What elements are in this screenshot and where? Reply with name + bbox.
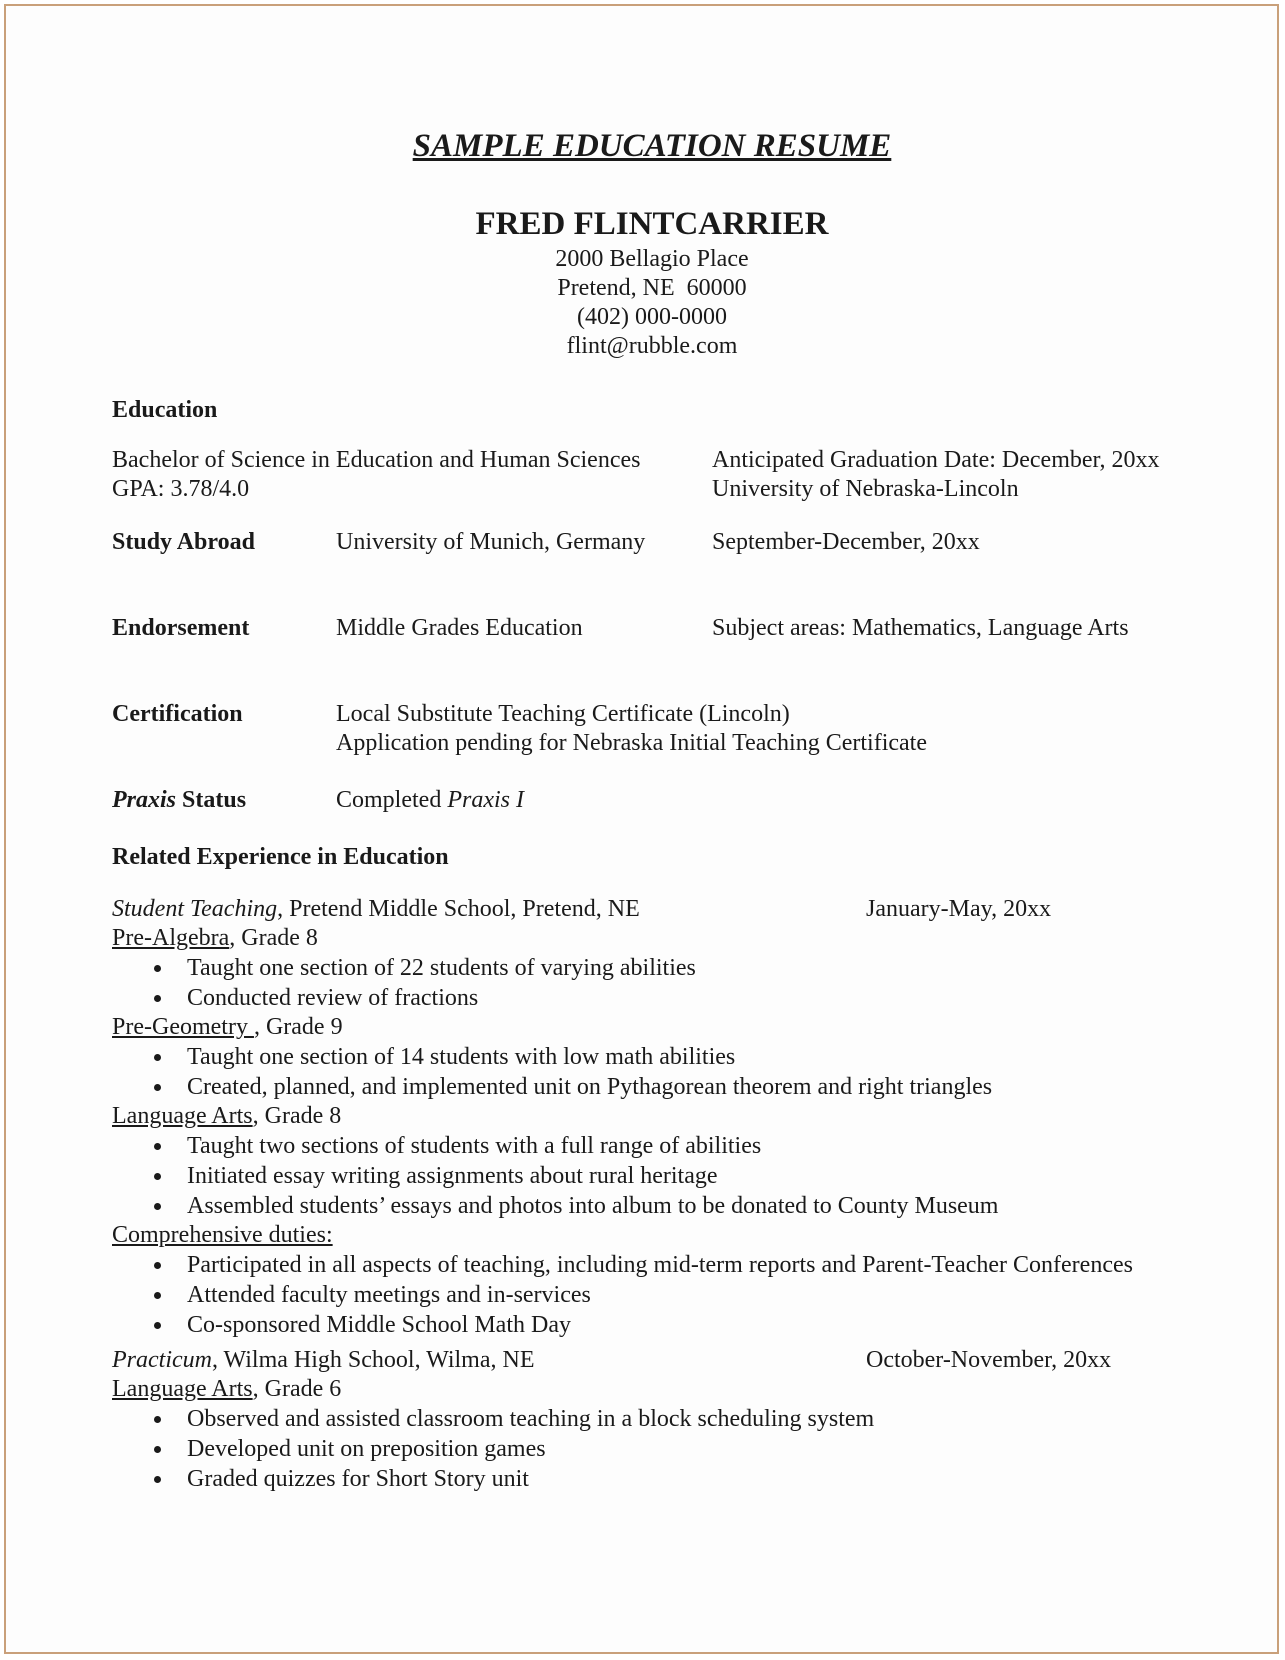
list-item: Initiated essay writing assignments about rural heritage bbox=[112, 1161, 1192, 1191]
study-abroad-label: Study Abroad bbox=[112, 529, 255, 555]
practicum-block bbox=[112, 1346, 1192, 1494]
list-item: Co-sponsored Middle School Math Day bbox=[112, 1310, 1192, 1340]
bullet-list bbox=[112, 1404, 1192, 1494]
bullet-list bbox=[112, 953, 1192, 1013]
practicum-dates: October-November, 20xx bbox=[866, 1347, 1112, 1373]
bullet-list bbox=[112, 1042, 1192, 1102]
praxis-label-rest: Status bbox=[176, 787, 247, 813]
experience-section bbox=[112, 843, 1192, 872]
praxis-section bbox=[112, 786, 1192, 815]
study-abroad-place: University of Munich, Germany bbox=[336, 529, 646, 555]
endorsement-subjects: Subject areas: Mathematics, Language Arts bbox=[712, 615, 1129, 641]
certification-section bbox=[112, 700, 1192, 758]
student-teaching-place: , Pretend Middle School, Pretend, NE bbox=[277, 896, 640, 922]
list-item: Taught one section of 22 students of varying abilities bbox=[112, 953, 1192, 983]
contact-block bbox=[112, 245, 1192, 361]
document-title: SAMPLE EDUCATION RESUME bbox=[412, 128, 892, 164]
education-details bbox=[112, 446, 1192, 504]
course-heading bbox=[112, 1013, 1192, 1042]
bullet-list bbox=[112, 1250, 1192, 1340]
course-heading bbox=[112, 1221, 1192, 1250]
education-section bbox=[112, 396, 1192, 425]
praxis-value-prefix: Completed bbox=[336, 787, 448, 813]
course-name: Language Arts bbox=[112, 1103, 253, 1129]
list-item: Created, planned, and implemented unit on Pythagorean theorem and right triangles bbox=[112, 1072, 1192, 1102]
course-grade: , Grade 8 bbox=[229, 925, 318, 951]
course-grade: , Grade 9 bbox=[253, 1014, 343, 1040]
list-item: Graded quizzes for Short Story unit bbox=[112, 1464, 1192, 1494]
certification-line-2: Application pending for Nebraska Initial Teaching Certificate bbox=[336, 730, 927, 756]
course-name: Pre-Algebra bbox=[112, 925, 230, 951]
degree: Bachelor of Science in Education and Human Sciences bbox=[112, 447, 641, 473]
resume-page bbox=[4, 4, 1279, 1654]
list-item: Developed unit on preposition games bbox=[112, 1434, 1192, 1464]
bullet-list bbox=[112, 1131, 1192, 1221]
certification-label: Certification bbox=[112, 701, 243, 727]
list-item: Participated in all aspects of teaching, including mid-term reports and Parent-Teacher Conferences bbox=[112, 1250, 1192, 1280]
course-grade: , Grade 8 bbox=[252, 1103, 342, 1129]
student-teaching-dates: January-May, 20xx bbox=[866, 896, 1052, 922]
course-heading bbox=[112, 924, 1192, 953]
endorsement-section bbox=[112, 614, 1192, 643]
list-item: Taught two sections of students with a full range of abilities bbox=[112, 1131, 1192, 1161]
student-teaching-block bbox=[112, 895, 1192, 1340]
address-line-1: 2000 Bellagio Place bbox=[555, 246, 749, 272]
praxis-label-italic: Praxis bbox=[112, 787, 177, 813]
course-heading bbox=[112, 1375, 1192, 1404]
gpa: GPA: 3.78/4.0 bbox=[112, 476, 250, 502]
list-item: Attended faculty meetings and in-services bbox=[112, 1280, 1192, 1310]
course-heading bbox=[112, 1102, 1192, 1131]
certification-line-1: Local Substitute Teaching Certificate (Lincoln) bbox=[336, 701, 790, 727]
experience-heading: Related Experience in Education bbox=[112, 844, 449, 870]
university: University of Nebraska-Lincoln bbox=[712, 476, 1019, 502]
course-name: Comprehensive duties: bbox=[112, 1222, 333, 1248]
study-abroad-dates: September-December, 20xx bbox=[712, 529, 980, 555]
praxis-label bbox=[112, 787, 246, 813]
study-abroad-section bbox=[112, 528, 1192, 557]
endorsement-area: Middle Grades Education bbox=[336, 615, 583, 641]
endorsement-label: Endorsement bbox=[112, 615, 250, 641]
course-name: Pre-Geometry bbox=[112, 1014, 254, 1040]
list-item: Observed and assisted classroom teaching in a block scheduling system bbox=[112, 1404, 1192, 1434]
list-item: Conducted review of fractions bbox=[112, 983, 1192, 1013]
education-heading: Education bbox=[112, 397, 218, 423]
list-item: Taught one section of 14 students with low math abilities bbox=[112, 1042, 1192, 1072]
student-teaching-role: Student Teaching bbox=[112, 896, 278, 922]
course-name: Language Arts bbox=[112, 1376, 253, 1402]
course-grade: , Grade 6 bbox=[252, 1376, 342, 1402]
practicum-place: , Wilma High School, Wilma, NE bbox=[211, 1347, 535, 1373]
phone-number: (402) 000-0000 bbox=[577, 304, 727, 330]
practicum-role: Practicum bbox=[112, 1347, 212, 1373]
praxis-value-italic: Praxis I bbox=[447, 787, 524, 813]
email-address: flint@rubble.com bbox=[566, 333, 738, 359]
graduation-date: Anticipated Graduation Date: December, 20xx bbox=[712, 447, 1160, 473]
list-item: Assembled students’ essays and photos into album to be donated to County Museum bbox=[112, 1191, 1192, 1221]
address-line-2: Pretend, NE 60000 bbox=[557, 275, 747, 301]
candidate-name: FRED FLINTCARRIER bbox=[475, 206, 829, 242]
praxis-value bbox=[336, 786, 524, 815]
